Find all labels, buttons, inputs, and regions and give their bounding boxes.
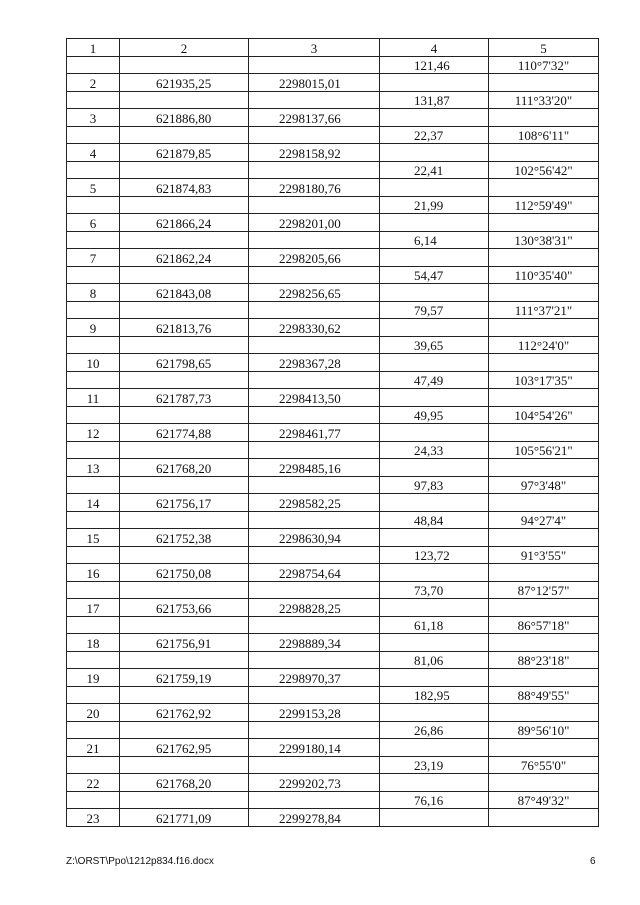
- distance-cell: [380, 424, 489, 442]
- distance-cell: [380, 634, 489, 652]
- distance-cell: [380, 564, 489, 582]
- point-number-cell: 22: [67, 774, 120, 792]
- point-number-cell: [67, 231, 120, 249]
- table-row: [67, 424, 599, 442]
- table-body: [67, 56, 599, 826]
- x-coordinate-cell: [120, 441, 249, 459]
- column-header-1: 1: [67, 39, 120, 57]
- distance-cell: 39,65: [380, 336, 489, 354]
- bearing-cell: 89°56'10": [489, 721, 599, 739]
- point-number-cell: [67, 756, 120, 774]
- point-number-cell: 14: [67, 494, 120, 512]
- y-coordinate-cell: 2298137,66: [249, 109, 380, 127]
- x-coordinate-cell: [120, 231, 249, 249]
- bearing-cell: [489, 669, 599, 687]
- point-number-cell: [67, 476, 120, 494]
- x-coordinate-cell: [120, 161, 249, 179]
- x-coordinate-cell: [120, 266, 249, 284]
- y-coordinate-cell: 2298754,64: [249, 564, 380, 582]
- table-row: [67, 56, 599, 74]
- table-row: [67, 459, 599, 477]
- x-coordinate-cell: 621774,88: [120, 424, 249, 442]
- table-row: [67, 214, 599, 232]
- point-number-cell: 16: [67, 564, 120, 582]
- y-coordinate-cell: [249, 651, 380, 669]
- bearing-cell: [489, 809, 599, 827]
- distance-cell: 23,19: [380, 756, 489, 774]
- distance-cell: [380, 179, 489, 197]
- point-number-cell: [67, 161, 120, 179]
- table-row: [67, 196, 599, 214]
- distance-cell: 121,46: [380, 56, 489, 74]
- table-row: [67, 546, 599, 564]
- y-coordinate-cell: 2299153,28: [249, 704, 380, 722]
- coordinates-table: [66, 38, 599, 827]
- bearing-cell: [489, 599, 599, 617]
- x-coordinate-cell: 621843,08: [120, 284, 249, 302]
- distance-cell: 73,70: [380, 581, 489, 599]
- y-coordinate-cell: [249, 546, 380, 564]
- x-coordinate-cell: 621750,08: [120, 564, 249, 582]
- point-number-cell: 11: [67, 389, 120, 407]
- table-row: [67, 284, 599, 302]
- y-coordinate-cell: [249, 336, 380, 354]
- x-coordinate-cell: [120, 581, 249, 599]
- y-coordinate-cell: [249, 616, 380, 634]
- x-coordinate-cell: [120, 476, 249, 494]
- y-coordinate-cell: [249, 371, 380, 389]
- y-coordinate-cell: 2298158,92: [249, 144, 380, 162]
- y-coordinate-cell: [249, 196, 380, 214]
- y-coordinate-cell: 2299278,84: [249, 809, 380, 827]
- table-row: [67, 266, 599, 284]
- point-number-cell: [67, 651, 120, 669]
- table-row: [67, 616, 599, 634]
- table-row: [67, 406, 599, 424]
- table-row: [67, 809, 599, 827]
- bearing-cell: 105°56'21": [489, 441, 599, 459]
- point-number-cell: 7: [67, 249, 120, 267]
- bearing-cell: 94°27'4": [489, 511, 599, 529]
- point-number-cell: 12: [67, 424, 120, 442]
- column-header-4: 4: [380, 39, 489, 57]
- x-coordinate-cell: [120, 301, 249, 319]
- table-row: [67, 441, 599, 459]
- x-coordinate-cell: 621874,83: [120, 179, 249, 197]
- y-coordinate-cell: [249, 231, 380, 249]
- distance-cell: [380, 249, 489, 267]
- x-coordinate-cell: 621762,95: [120, 739, 249, 757]
- x-coordinate-cell: 621753,66: [120, 599, 249, 617]
- bearing-cell: [489, 214, 599, 232]
- distance-cell: 24,33: [380, 441, 489, 459]
- point-number-cell: [67, 546, 120, 564]
- y-coordinate-cell: 2298582,25: [249, 494, 380, 512]
- point-number-cell: [67, 721, 120, 739]
- x-coordinate-cell: [120, 336, 249, 354]
- point-number-cell: 17: [67, 599, 120, 617]
- bearing-cell: [489, 564, 599, 582]
- x-coordinate-cell: [120, 126, 249, 144]
- table-row: [67, 651, 599, 669]
- x-coordinate-cell: 621768,20: [120, 774, 249, 792]
- x-coordinate-cell: 621787,73: [120, 389, 249, 407]
- table-row: [67, 704, 599, 722]
- distance-cell: 182,95: [380, 686, 489, 704]
- x-coordinate-cell: [120, 546, 249, 564]
- distance-cell: [380, 109, 489, 127]
- y-coordinate-cell: [249, 756, 380, 774]
- column-header-2: 2: [120, 39, 249, 57]
- footer-file-path: Z:\ORST\Ppo\1212p834.f16.docx: [66, 856, 214, 867]
- bearing-cell: [489, 494, 599, 512]
- table-row: [67, 126, 599, 144]
- distance-cell: [380, 599, 489, 617]
- y-coordinate-cell: [249, 406, 380, 424]
- y-coordinate-cell: 2298828,25: [249, 599, 380, 617]
- y-coordinate-cell: [249, 91, 380, 109]
- bearing-cell: [489, 739, 599, 757]
- point-number-cell: 4: [67, 144, 120, 162]
- bearing-cell: 102°56'42": [489, 161, 599, 179]
- x-coordinate-cell: 621813,76: [120, 319, 249, 337]
- bearing-cell: 87°49'32": [489, 791, 599, 809]
- point-number-cell: [67, 406, 120, 424]
- distance-cell: [380, 494, 489, 512]
- bearing-cell: [489, 74, 599, 92]
- distance-cell: 81,06: [380, 651, 489, 669]
- distance-cell: 6,14: [380, 231, 489, 249]
- point-number-cell: [67, 336, 120, 354]
- table-row: [67, 511, 599, 529]
- table-row: [67, 669, 599, 687]
- y-coordinate-cell: 2298630,94: [249, 529, 380, 547]
- table-row: [67, 371, 599, 389]
- bearing-cell: 91°3'55": [489, 546, 599, 564]
- y-coordinate-cell: [249, 441, 380, 459]
- y-coordinate-cell: [249, 476, 380, 494]
- point-number-cell: 10: [67, 354, 120, 372]
- distance-cell: 54,47: [380, 266, 489, 284]
- table-row: [67, 109, 599, 127]
- point-number-cell: [67, 56, 120, 74]
- y-coordinate-cell: 2299202,73: [249, 774, 380, 792]
- y-coordinate-cell: 2298413,50: [249, 389, 380, 407]
- y-coordinate-cell: [249, 511, 380, 529]
- bearing-cell: 110°7'32": [489, 56, 599, 74]
- bearing-cell: 104°54'26": [489, 406, 599, 424]
- point-number-cell: 6: [67, 214, 120, 232]
- point-number-cell: 3: [67, 109, 120, 127]
- x-coordinate-cell: 621752,38: [120, 529, 249, 547]
- y-coordinate-cell: 2298970,37: [249, 669, 380, 687]
- point-number-cell: [67, 581, 120, 599]
- bearing-cell: 111°33'20": [489, 91, 599, 109]
- y-coordinate-cell: [249, 301, 380, 319]
- point-number-cell: [67, 616, 120, 634]
- distance-cell: [380, 354, 489, 372]
- bearing-cell: [489, 144, 599, 162]
- table-row: [67, 494, 599, 512]
- bearing-cell: 86°57'18": [489, 616, 599, 634]
- bearing-cell: 111°37'21": [489, 301, 599, 319]
- x-coordinate-cell: [120, 616, 249, 634]
- x-coordinate-cell: 621771,09: [120, 809, 249, 827]
- distance-cell: [380, 774, 489, 792]
- distance-cell: 76,16: [380, 791, 489, 809]
- distance-cell: [380, 74, 489, 92]
- table-row: [67, 179, 599, 197]
- point-number-cell: 18: [67, 634, 120, 652]
- point-number-cell: 20: [67, 704, 120, 722]
- bearing-cell: [489, 179, 599, 197]
- bearing-cell: 110°35'40": [489, 266, 599, 284]
- y-coordinate-cell: [249, 581, 380, 599]
- bearing-cell: [489, 389, 599, 407]
- y-coordinate-cell: 2298205,66: [249, 249, 380, 267]
- table-row: [67, 161, 599, 179]
- distance-cell: 123,72: [380, 546, 489, 564]
- distance-cell: 97,83: [380, 476, 489, 494]
- distance-cell: 131,87: [380, 91, 489, 109]
- table-row: [67, 74, 599, 92]
- y-coordinate-cell: [249, 266, 380, 284]
- table-row: [67, 336, 599, 354]
- bearing-cell: [489, 529, 599, 547]
- point-number-cell: 23: [67, 809, 120, 827]
- table-header-row: [67, 39, 599, 57]
- point-number-cell: [67, 301, 120, 319]
- y-coordinate-cell: [249, 126, 380, 144]
- x-coordinate-cell: [120, 56, 249, 74]
- distance-cell: 21,99: [380, 196, 489, 214]
- bearing-cell: 103°17'35": [489, 371, 599, 389]
- y-coordinate-cell: 2299180,14: [249, 739, 380, 757]
- x-coordinate-cell: 621862,24: [120, 249, 249, 267]
- table-row: [67, 791, 599, 809]
- column-header-5: 5: [489, 39, 599, 57]
- distance-cell: [380, 809, 489, 827]
- y-coordinate-cell: 2298889,34: [249, 634, 380, 652]
- column-header-3: 3: [249, 39, 380, 57]
- table-row: [67, 739, 599, 757]
- point-number-cell: 19: [67, 669, 120, 687]
- table-row: [67, 686, 599, 704]
- y-coordinate-cell: [249, 791, 380, 809]
- distance-cell: 49,95: [380, 406, 489, 424]
- x-coordinate-cell: 621879,85: [120, 144, 249, 162]
- table-row: [67, 354, 599, 372]
- distance-cell: [380, 389, 489, 407]
- bearing-cell: 76°55'0": [489, 756, 599, 774]
- x-coordinate-cell: [120, 651, 249, 669]
- y-coordinate-cell: 2298485,16: [249, 459, 380, 477]
- bearing-cell: [489, 704, 599, 722]
- bearing-cell: [489, 634, 599, 652]
- distance-cell: [380, 214, 489, 232]
- table-row: [67, 564, 599, 582]
- bearing-cell: 88°23'18": [489, 651, 599, 669]
- bearing-cell: 88°49'55": [489, 686, 599, 704]
- point-number-cell: 2: [67, 74, 120, 92]
- bearing-cell: [489, 109, 599, 127]
- point-number-cell: [67, 266, 120, 284]
- x-coordinate-cell: 621756,17: [120, 494, 249, 512]
- point-number-cell: [67, 91, 120, 109]
- y-coordinate-cell: 2298256,65: [249, 284, 380, 302]
- distance-cell: 47,49: [380, 371, 489, 389]
- bearing-cell: [489, 459, 599, 477]
- x-coordinate-cell: 621762,92: [120, 704, 249, 722]
- x-coordinate-cell: [120, 756, 249, 774]
- point-number-cell: [67, 511, 120, 529]
- table-row: [67, 144, 599, 162]
- point-number-cell: 13: [67, 459, 120, 477]
- bearing-cell: 97°3'48": [489, 476, 599, 494]
- table-row: [67, 721, 599, 739]
- table-row: [67, 529, 599, 547]
- table-row: [67, 249, 599, 267]
- y-coordinate-cell: [249, 56, 380, 74]
- x-coordinate-cell: 621798,65: [120, 354, 249, 372]
- point-number-cell: 9: [67, 319, 120, 337]
- table-row: [67, 599, 599, 617]
- bearing-cell: [489, 774, 599, 792]
- distance-cell: 26,86: [380, 721, 489, 739]
- y-coordinate-cell: [249, 161, 380, 179]
- distance-cell: [380, 669, 489, 687]
- table-row: [67, 756, 599, 774]
- distance-cell: 22,37: [380, 126, 489, 144]
- bearing-cell: [489, 249, 599, 267]
- bearing-cell: 112°24'0": [489, 336, 599, 354]
- bearing-cell: [489, 354, 599, 372]
- distance-cell: [380, 739, 489, 757]
- point-number-cell: 21: [67, 739, 120, 757]
- table-row: [67, 476, 599, 494]
- table-row: [67, 389, 599, 407]
- y-coordinate-cell: 2298461,77: [249, 424, 380, 442]
- distance-cell: [380, 144, 489, 162]
- distance-cell: [380, 704, 489, 722]
- table-row: [67, 231, 599, 249]
- y-coordinate-cell: 2298015,01: [249, 74, 380, 92]
- point-number-cell: [67, 441, 120, 459]
- y-coordinate-cell: [249, 721, 380, 739]
- bearing-cell: 87°12'57": [489, 581, 599, 599]
- x-coordinate-cell: [120, 721, 249, 739]
- distance-cell: [380, 284, 489, 302]
- y-coordinate-cell: [249, 686, 380, 704]
- point-number-cell: [67, 686, 120, 704]
- x-coordinate-cell: 621768,20: [120, 459, 249, 477]
- x-coordinate-cell: 621886,80: [120, 109, 249, 127]
- table-row: [67, 301, 599, 319]
- x-coordinate-cell: [120, 406, 249, 424]
- bearing-cell: [489, 319, 599, 337]
- point-number-cell: 15: [67, 529, 120, 547]
- x-coordinate-cell: [120, 511, 249, 529]
- x-coordinate-cell: [120, 686, 249, 704]
- distance-cell: [380, 459, 489, 477]
- distance-cell: [380, 319, 489, 337]
- y-coordinate-cell: 2298330,62: [249, 319, 380, 337]
- bearing-cell: 112°59'49": [489, 196, 599, 214]
- y-coordinate-cell: 2298180,76: [249, 179, 380, 197]
- x-coordinate-cell: 621935,25: [120, 74, 249, 92]
- x-coordinate-cell: [120, 371, 249, 389]
- x-coordinate-cell: 621866,24: [120, 214, 249, 232]
- point-number-cell: 5: [67, 179, 120, 197]
- footer-page-number: 6: [590, 856, 596, 867]
- distance-cell: 22,41: [380, 161, 489, 179]
- x-coordinate-cell: [120, 91, 249, 109]
- bearing-cell: 130°38'31": [489, 231, 599, 249]
- distance-cell: 61,18: [380, 616, 489, 634]
- point-number-cell: [67, 371, 120, 389]
- bearing-cell: [489, 424, 599, 442]
- table-row: [67, 91, 599, 109]
- distance-cell: 48,84: [380, 511, 489, 529]
- distance-cell: 79,57: [380, 301, 489, 319]
- x-coordinate-cell: 621759,19: [120, 669, 249, 687]
- table-row: [67, 774, 599, 792]
- point-number-cell: [67, 791, 120, 809]
- point-number-cell: [67, 126, 120, 144]
- bearing-cell: 108°6'11": [489, 126, 599, 144]
- table-row: [67, 634, 599, 652]
- table-row: [67, 581, 599, 599]
- point-number-cell: 8: [67, 284, 120, 302]
- y-coordinate-cell: 2298201,00: [249, 214, 380, 232]
- x-coordinate-cell: [120, 196, 249, 214]
- y-coordinate-cell: 2298367,28: [249, 354, 380, 372]
- point-number-cell: [67, 196, 120, 214]
- bearing-cell: [489, 284, 599, 302]
- x-coordinate-cell: [120, 791, 249, 809]
- distance-cell: [380, 529, 489, 547]
- x-coordinate-cell: 621756,91: [120, 634, 249, 652]
- table-row: [67, 319, 599, 337]
